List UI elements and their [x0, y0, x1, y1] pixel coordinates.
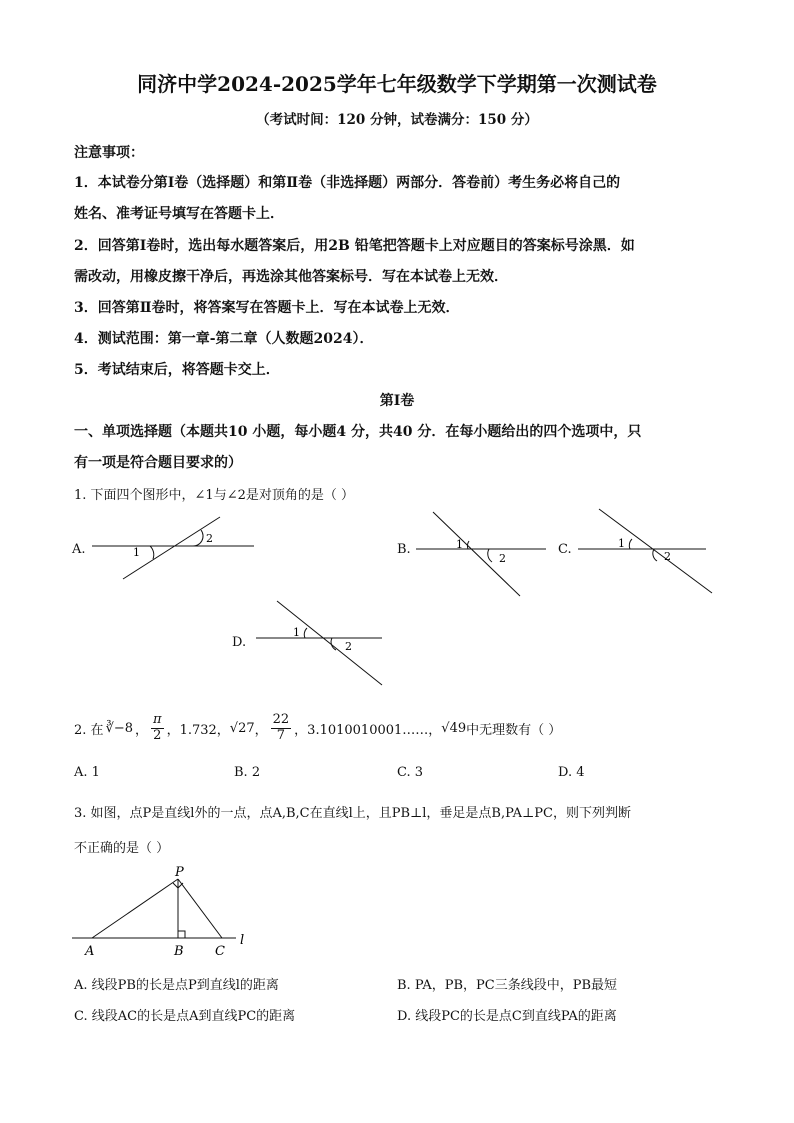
q2-pi-numerator: π [153, 712, 162, 728]
q3-figure [68, 862, 258, 962]
exam-subtitle: （考试时间：120 分钟，试卷满分：150 分） [256, 112, 538, 128]
q1-option-b-label: B. [397, 542, 411, 557]
q1-figure-a [88, 510, 258, 585]
notice-item-3: 3．回答第Ⅱ卷时，将答案写在答题卡上．写在本试卷上无效． [74, 300, 460, 316]
q1-figure-b [412, 508, 552, 600]
q3-option-b: B. PA，PB，PC三条线段中，PB最短 [397, 978, 618, 993]
q1-c-angle-1: 1 [618, 537, 625, 550]
question-1-stem: 1. 下面四个图形中，∠1与∠2是对顶角的是（ ） [74, 488, 354, 503]
q2-sqrt-27: √27 [229, 720, 255, 736]
q3-option-c: C. 线段AC的长是点A到直线PC的距离 [74, 1009, 296, 1024]
q2-frac-numerator: 22 [272, 712, 290, 728]
notice-item-4: 4．测试范围：第一章-第二章（人数题2024）． [74, 331, 374, 347]
q2-option-b: B. 2 [234, 765, 261, 780]
notice-item-1-line-1: 1．本试卷分第Ⅰ卷（选择题）和第Ⅱ卷（非选择题）两部分．答卷前）考生务必将自己的 [74, 175, 621, 191]
q3-option-d: D. 线段PC的长是点C到直线PA的距离 [397, 1009, 617, 1024]
q1-c-angle-2: 2 [664, 550, 671, 563]
q1-a-angle-1: 1 [133, 546, 140, 559]
q2-option-d: D. 4 [558, 765, 585, 780]
q3-label-l: l [240, 933, 245, 948]
q1-a-angle-2: 2 [206, 532, 213, 545]
q1-b-angle-2: 2 [499, 552, 506, 565]
q3-label-a: A [85, 944, 95, 959]
q2-pi-fraction [151, 713, 164, 743]
q2-option-a: A. 1 [74, 765, 100, 780]
q3-option-a: A. 线段PB的长是点P到直线l的距离 [74, 978, 279, 993]
part-title-line-1: 一、单项选择题（本题共10 小题，每小题4 分，共40 分．在每小题给出的四个选项中，只 [74, 424, 642, 440]
q1-figure-d [252, 597, 392, 689]
q2-sep-1: ， [135, 722, 149, 738]
q2-pi-denominator: 2 [153, 727, 162, 743]
part-title-line-2: 有一项是符合题目要求的） [74, 455, 242, 471]
q2-option-c: C. 3 [397, 765, 424, 780]
q1-b-angle-1: 1 [456, 538, 463, 551]
q1-d-angle-1: 1 [293, 626, 300, 639]
q2-cube-root: ∛−8 [105, 720, 133, 736]
q1-option-a-label: A. [72, 542, 86, 557]
q1-d-angle-2: 2 [345, 640, 352, 653]
notice-item-2-line-1: 2．回答第Ⅰ卷时，选出每水题答案后，用2B 铅笔把答题卡上对应题目的答案标号涂黑．如 [74, 238, 635, 254]
question-3-stem-line-2: 不正确的是（ ） [74, 841, 170, 856]
notice-item-2-line-2: 需改动，用橡皮擦干净后，再选涂其他答案标号．写在本试卷上无效． [74, 269, 508, 285]
q1-figure-c [574, 505, 714, 597]
notice-heading: 注意事项： [74, 145, 144, 161]
q3-label-p: P [175, 865, 184, 880]
q1-option-d-label: D. [232, 635, 247, 650]
notice-item-5: 5．考试结束后，将答题卡交上． [74, 362, 280, 378]
q2-sep-2: ， [254, 722, 268, 738]
page-title: 同济中学2024-2025学年七年级数学下学期第一次测试卷 [137, 72, 657, 96]
q2-prefix: 2. 在 [74, 722, 104, 738]
q2-sqrt-49: √49 [441, 720, 467, 736]
q2-tail: ，3.1010010001……， [294, 722, 442, 738]
q3-label-b: B [174, 944, 184, 959]
section-heading: 第Ⅰ卷 [379, 393, 415, 409]
notice-item-1-line-2: 姓名、准考证号填写在答题卡上． [74, 206, 284, 222]
q3-label-c: C [215, 944, 225, 959]
q1-option-c-label: C. [558, 542, 572, 557]
q2-22-7-fraction [271, 713, 292, 743]
q2-frac-denominator: 7 [276, 727, 286, 743]
q2-suffix: 中无理数有（ ） [466, 722, 562, 738]
question-2-stem [74, 708, 561, 748]
question-3-stem-line-1: 3. 如图，点P是直线l外的一点，点A,B,C在直线l上，且PB⊥l，垂足是点B,PA⊥PC，则下列判断 [74, 806, 631, 821]
q2-mid: ，1.732， [166, 722, 230, 738]
